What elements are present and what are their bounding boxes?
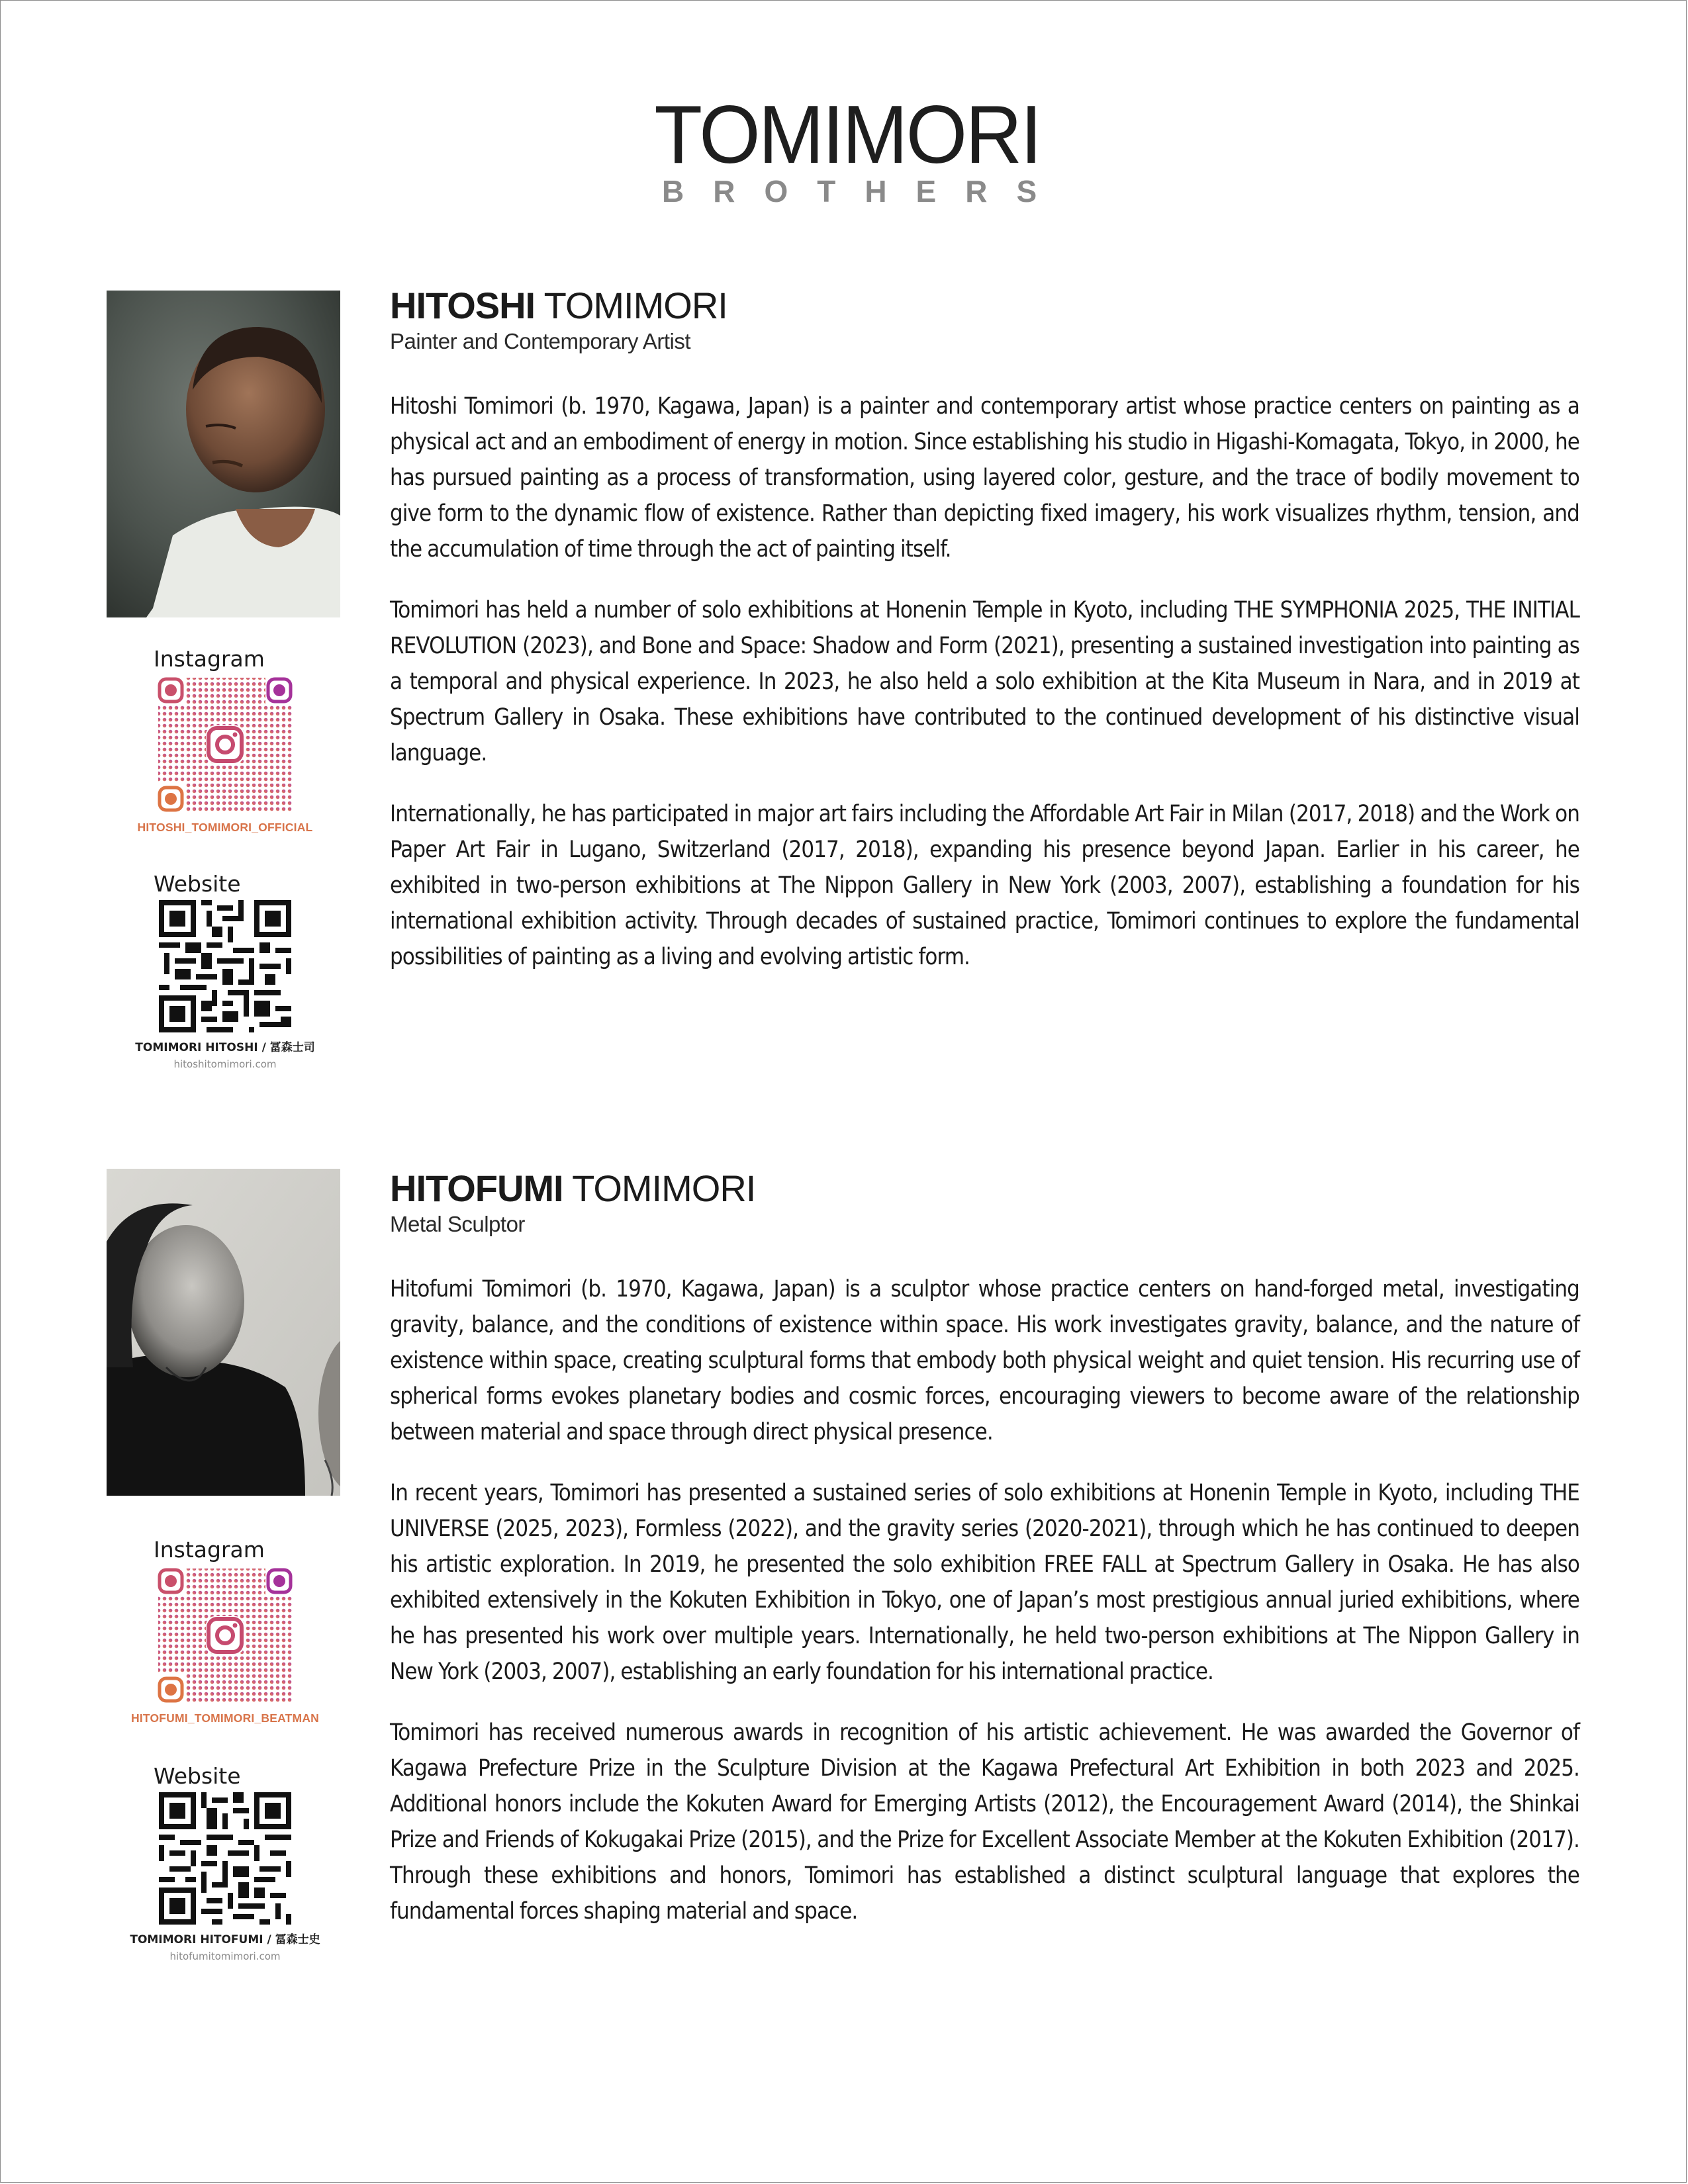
- website-url[interactable]: hitofumitomimori.com: [169, 1950, 281, 1962]
- artist-bio: [390, 1167, 1579, 1954]
- website-qr-block: [113, 871, 338, 1070]
- instagram-qr-block: [113, 646, 338, 835]
- website-qr-code-icon[interactable]: [159, 900, 291, 1032]
- logo-subtitle: BROTHERS: [662, 174, 1066, 208]
- bio-paragraph: Tomimori has received numerous awards in recognition of his artistic achievement. He was awarded the Governor of Kagawa Prefecture Prize in the Sculpture Division at the Kagawa Prefectural Art Exhibition in both 2023 and 2025. Additional honors include the Kokuten Award for Emerging Artists (2012), the Encouragement Award (2014), the Shinkai Prize and Friends of Kokugakai Prize (2015), and the Prize for Excellent Associate Member at the Kokuten Exhibition (2017). Through these exhibitions and honors, Tomimori has established a distinct sculptural language that explores the fundamental forces shaping material and space.: [390, 1719, 1579, 1925]
- instagram-qr-block: [113, 1537, 338, 1725]
- bio-paragraph: Hitofumi Tomimori (b. 1970, Kagawa, Japan) is a sculptor whose practice centers on hand-forged metal, investigating gravity, balance, and the conditions of existence within space. His work investigates gravity, balance, and the nature of existence within space, creating sculptural forms that embody both physical weight and quiet tension. His recurring use of spherical forms evokes planetary bodies and cosmic forces, encouraging viewers to become aware of the relationship between material and space through direct physical presence.: [390, 1276, 1579, 1445]
- instagram-qr-code-icon[interactable]: [156, 675, 295, 814]
- logo-wordmark: TOMIMORI: [654, 89, 1041, 181]
- bio-paragraph: Tomimori has held a number of solo exhibitions at Honenin Temple in Kyoto, including THE SYMPHONIA 2025, THE INITIAL REVOLUTION (2023), and Bone and Space: Shadow and Form (2021), presenting a sustained investigation into painting as a temporal and physical experience. In 2023, he also held a solo exhibition at the Kita Museum in Nara, and in 2019 at Spectrum Gallery in Osaka. These exhibitions have contributed to the continued development of his distinctive visual language.: [390, 597, 1579, 766]
- artist-bio: [390, 285, 1579, 1000]
- artist-last-name: TOMIMORI: [572, 1167, 756, 1209]
- brand-logo: [635, 89, 1066, 208]
- portrait-photo: [107, 291, 340, 617]
- bio-paragraph: Hitoshi Tomimori (b. 1970, Kagawa, Japan) is a painter and contemporary artist whose practice centers on painting as a physical act and an embodiment of energy in motion. Since establishing his studio in Higashi-Komagata, Tokyo, in 2000, he has pursued painting as a process of transformation, using layered color, gesture, and the trace of bodily movement to give form to the dynamic flow of existence. Rather than depicting fixed imagery, his work visualizes rhythm, tension, and the accumulation of time through the act of painting itself.: [390, 393, 1579, 563]
- website-url[interactable]: hitoshitomimori.com: [173, 1058, 277, 1070]
- artist-role: Painter and Contemporary Artist: [390, 329, 691, 353]
- instagram-qr-code-icon[interactable]: [156, 1566, 295, 1705]
- instagram-label: Instagram: [154, 1537, 265, 1563]
- bio-paragraph: Internationally, he has participated in major art fairs including the Affordable Art Fair in Milan (2017, 2018) and the Work on Paper Art Fair in Lugano, Switzerland (2017, 2018), expanding his presence beyond Japan. Earlier in his career, he exhibited in two-person exhibitions at The Nippon Gallery in New York (2003, 2007), establishing a foundation for his international exhibition activity. Through decades of sustained practice, Tomimori continues to explore the fundamental possibilities of painting as a living and evolving artistic form.: [390, 801, 1579, 970]
- website-label: Website: [154, 871, 241, 897]
- artist-first-name: HITOSHI: [390, 285, 536, 326]
- instagram-handle[interactable]: HITOSHI_TOMIMORI_OFFICIAL: [137, 821, 313, 834]
- website-qr-code-icon[interactable]: [159, 1792, 291, 1925]
- website-caption: TOMIMORI HITOFUMI / 冨森士史: [130, 1933, 320, 1946]
- artist-name: [390, 1167, 1579, 1210]
- artist-role: Metal Sculptor: [390, 1212, 525, 1236]
- instagram-label: Instagram: [154, 646, 265, 672]
- portrait-photo: [107, 1169, 340, 1496]
- bio-paragraph: In recent years, Tomimori has presented a sustained series of solo exhibitions at Honenin Temple in Kyoto, including THE UNIVERSE (2025, 2023), Formless (2022), and the gravity series (2020-2021), through which he has continued to deepen his artistic exploration. In 2019, he presented the solo exhibition FREE FALL at Spectrum Gallery in Osaka. He has also exhibited extensively in the Kokuten Exhibition in Tokyo, one of Japan’s most prestigious annual juried exhibitions, where he has presented his work over multiple years. Internationally, he held two-person exhibitions at The Nippon Gallery in New York (2003, 2007), establishing an early foundation for his international practice.: [390, 1480, 1579, 1685]
- website-qr-block: [113, 1763, 338, 1962]
- artist-name: [390, 285, 1579, 327]
- website-caption: TOMIMORI HITOSHI / 冨森士司: [135, 1041, 315, 1054]
- artist-first-name: HITOFUMI: [390, 1167, 563, 1209]
- artist-last-name: TOMIMORI: [543, 285, 727, 326]
- instagram-handle[interactable]: HITOFUMI_TOMIMORI_BEATMAN: [130, 1711, 320, 1725]
- website-label: Website: [154, 1763, 241, 1789]
